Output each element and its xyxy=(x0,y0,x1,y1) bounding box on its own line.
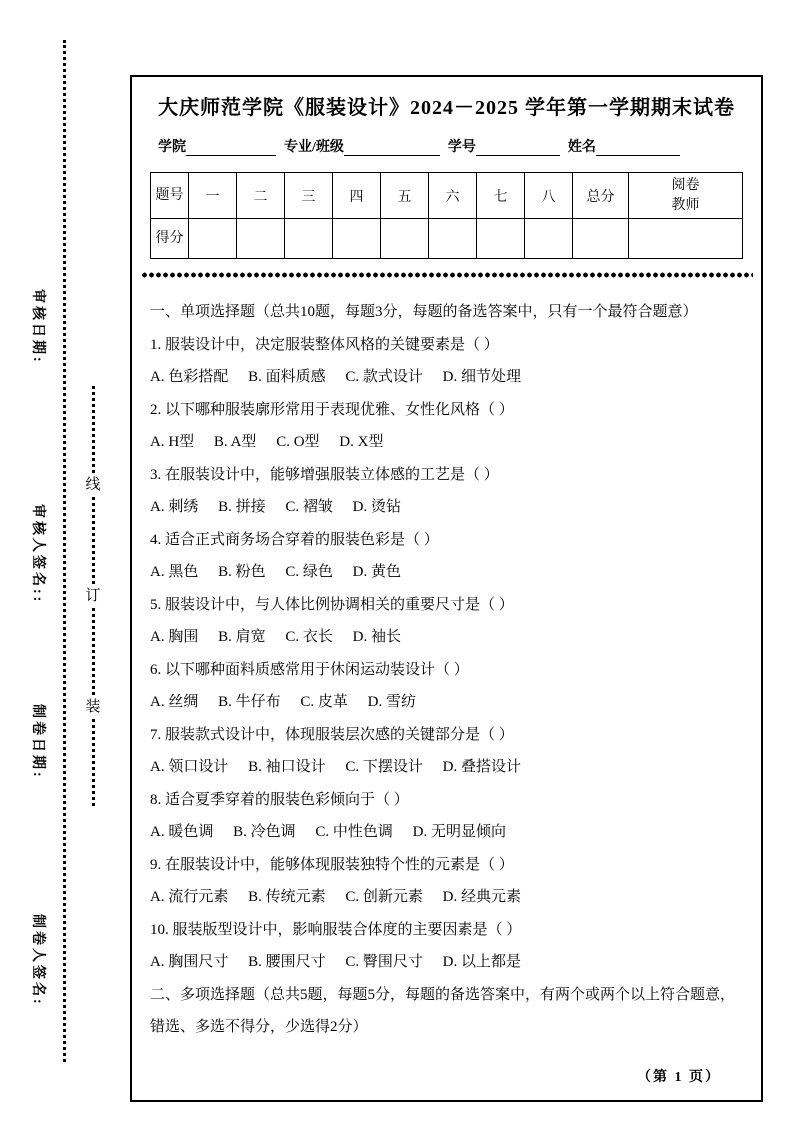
student-id-blank[interactable] xyxy=(476,138,560,156)
review-date-label: 审核日期: xyxy=(30,289,45,365)
score-col-4: 四 xyxy=(333,173,381,219)
exam-body xyxy=(150,296,745,1044)
binding-char-bind: 装 xyxy=(85,698,101,715)
option-d: D. 无明显倾向 xyxy=(412,824,506,840)
score-table xyxy=(150,172,743,259)
score-cell xyxy=(429,219,477,259)
option-b: B. 粉色 xyxy=(218,564,266,580)
option-a: A. 丝绸 xyxy=(150,694,199,710)
option-d: D. X型 xyxy=(339,434,384,450)
option-c: C. 皮革 xyxy=(300,694,348,710)
option-c: C. 衣长 xyxy=(285,629,333,645)
option-a: A. 胸围 xyxy=(150,629,199,645)
option-a: A. 暖色调 xyxy=(150,824,214,840)
question-8-text: 8. 适合夏季穿着的服装色彩倾向于（ ） xyxy=(150,791,409,808)
binding-dotted-line xyxy=(63,40,66,1062)
name-blank[interactable] xyxy=(596,138,680,156)
option-a: A. H型 xyxy=(150,434,195,450)
option-d: D. 以上都是 xyxy=(442,954,521,970)
question-9-options xyxy=(150,881,745,914)
binding-line-segment xyxy=(92,719,95,806)
score-col-8: 八 xyxy=(525,173,573,219)
option-a: A. 领口设计 xyxy=(150,759,229,775)
score-cell xyxy=(237,219,285,259)
score-cell xyxy=(189,219,237,259)
question-2-options xyxy=(150,426,745,459)
score-col-1: 一 xyxy=(189,173,237,219)
score-col-3: 三 xyxy=(285,173,333,219)
score-cell xyxy=(525,219,573,259)
score-cell-grader xyxy=(629,219,743,259)
option-b: B. 传统元素 xyxy=(248,889,326,905)
option-b: B. 拼接 xyxy=(218,499,266,515)
score-col-5: 五 xyxy=(381,173,429,219)
section1-heading: 一、单项选择题（总共10题，每题3分，每题的备选答案中，只有一个最符合题意） xyxy=(150,304,698,320)
binding-line-segment xyxy=(92,608,95,695)
score-cell xyxy=(477,219,525,259)
binding-line-segment xyxy=(92,386,95,473)
question-8-options xyxy=(150,816,745,849)
option-d: D. 雪纺 xyxy=(367,694,416,710)
question-7-text: 7. 服装款式设计中，体现服装层次感的关键部分是（ ） xyxy=(150,726,514,743)
question-1-options xyxy=(150,361,745,394)
question-5-options xyxy=(150,621,745,654)
score-col-total: 总分 xyxy=(573,173,629,219)
exam-title: 大庆师范学院《服装设计》2024－2025 学年第一学期期末试卷 xyxy=(158,97,735,119)
student-id-label: 学号 xyxy=(447,140,476,155)
binding-char-line: 线 xyxy=(85,476,101,493)
score-col-6: 六 xyxy=(429,173,477,219)
page-number: （第 1 页） xyxy=(637,1070,721,1085)
option-d: D. 细节处理 xyxy=(442,369,521,385)
option-c: C. 绿色 xyxy=(285,564,333,580)
option-b: B. 袖口设计 xyxy=(248,759,326,775)
option-c: C. 中性色调 xyxy=(315,824,393,840)
name-label: 姓名 xyxy=(567,140,596,155)
question-1-text: 1. 服装设计中，决定服装整体风格的关键要素是（ ） xyxy=(150,336,499,353)
binding-char-staple: 订 xyxy=(85,587,101,604)
option-b: B. 牛仔布 xyxy=(218,694,281,710)
question-5-text: 5. 服装设计中，与人体比例协调相关的重要尺寸是（ ） xyxy=(150,596,514,613)
option-a: A. 色彩搭配 xyxy=(150,369,229,385)
score-cell-total xyxy=(573,219,629,259)
paper-making-date-label: 制卷日期: xyxy=(30,704,45,780)
option-b: B. 肩宽 xyxy=(218,629,266,645)
score-cell xyxy=(285,219,333,259)
paper-maker-signature-label: 制卷人签名: xyxy=(30,914,45,1007)
option-b: B. 腰围尺寸 xyxy=(248,954,326,970)
name-field xyxy=(568,136,680,156)
option-c: C. 创新元素 xyxy=(345,889,423,905)
exam-paper-frame xyxy=(130,75,763,1102)
question-10-options xyxy=(150,946,745,979)
option-d: D. 经典元素 xyxy=(442,889,521,905)
college-field xyxy=(158,136,276,156)
option-d: D. 袖长 xyxy=(352,629,401,645)
question-2-text: 2. 以下哪种服装廓形常用于表现优雅、女性化风格（ ） xyxy=(150,401,514,418)
option-b: B. A型 xyxy=(213,434,257,450)
score-cell xyxy=(333,219,381,259)
option-a: A. 刺绣 xyxy=(150,499,199,515)
reviewer-signature-label: 审核人签名:: xyxy=(30,504,45,605)
option-c: C. 臀围尺寸 xyxy=(345,954,423,970)
option-c: C. 款式设计 xyxy=(345,369,423,385)
major-class-field xyxy=(284,136,440,156)
option-a: A. 胸围尺寸 xyxy=(150,954,229,970)
question-10-text: 10. 服装版型设计中，影响服装合体度的主要因素是（ ） xyxy=(150,921,522,938)
question-4-text: 4. 适合正式商务场合穿着的服装色彩是（ ） xyxy=(150,531,439,548)
score-row-label: 得分 xyxy=(151,219,189,259)
question-6-options xyxy=(150,686,745,719)
score-col-grader: 阅卷教师 xyxy=(629,173,743,219)
question-number-row-label: 题号 xyxy=(151,173,189,219)
score-col-2: 二 xyxy=(237,173,285,219)
question-7-options xyxy=(150,751,745,784)
option-c: C. 褶皱 xyxy=(285,499,333,515)
student-info-line xyxy=(158,136,743,156)
score-cell xyxy=(381,219,429,259)
option-c: C. O型 xyxy=(276,434,320,450)
option-a: A. 流行元素 xyxy=(150,889,229,905)
student-id-field xyxy=(448,136,560,156)
question-3-text: 3. 在服装设计中，能够增强服装立体感的工艺是（ ） xyxy=(150,466,499,483)
option-a: A. 黑色 xyxy=(150,564,199,580)
question-4-options xyxy=(150,556,745,589)
option-b: B. 冷色调 xyxy=(233,824,296,840)
question-3-options xyxy=(150,491,745,524)
question-9-text: 9. 在服装设计中，能够体现服装独特个性的元素是（ ） xyxy=(150,856,514,873)
binding-line-segment xyxy=(92,497,95,584)
major-class-label: 专业/班级 xyxy=(284,140,344,155)
option-d: D. 黄色 xyxy=(352,564,401,580)
section2-heading: 二、多项选择题（总共5题，每题5分，每题的备选答案中，有两个或两个以上符合题意，错选、多选不得分，少选得2分） xyxy=(150,986,736,1035)
binding-line-with-chars xyxy=(83,386,103,806)
question-6-text: 6. 以下哪种面料质感常用于休闲运动装设计（ ） xyxy=(150,661,469,678)
option-d: D. 叠搭设计 xyxy=(442,759,521,775)
option-c: C. 下摆设计 xyxy=(345,759,423,775)
major-class-blank[interactable] xyxy=(344,138,440,156)
option-b: B. 面料质感 xyxy=(248,369,326,385)
college-blank[interactable] xyxy=(186,138,276,156)
score-col-7: 七 xyxy=(477,173,525,219)
college-label: 学院 xyxy=(158,140,186,155)
option-d: D. 烫钻 xyxy=(352,499,401,515)
section-separator-dotted-line xyxy=(141,272,753,278)
